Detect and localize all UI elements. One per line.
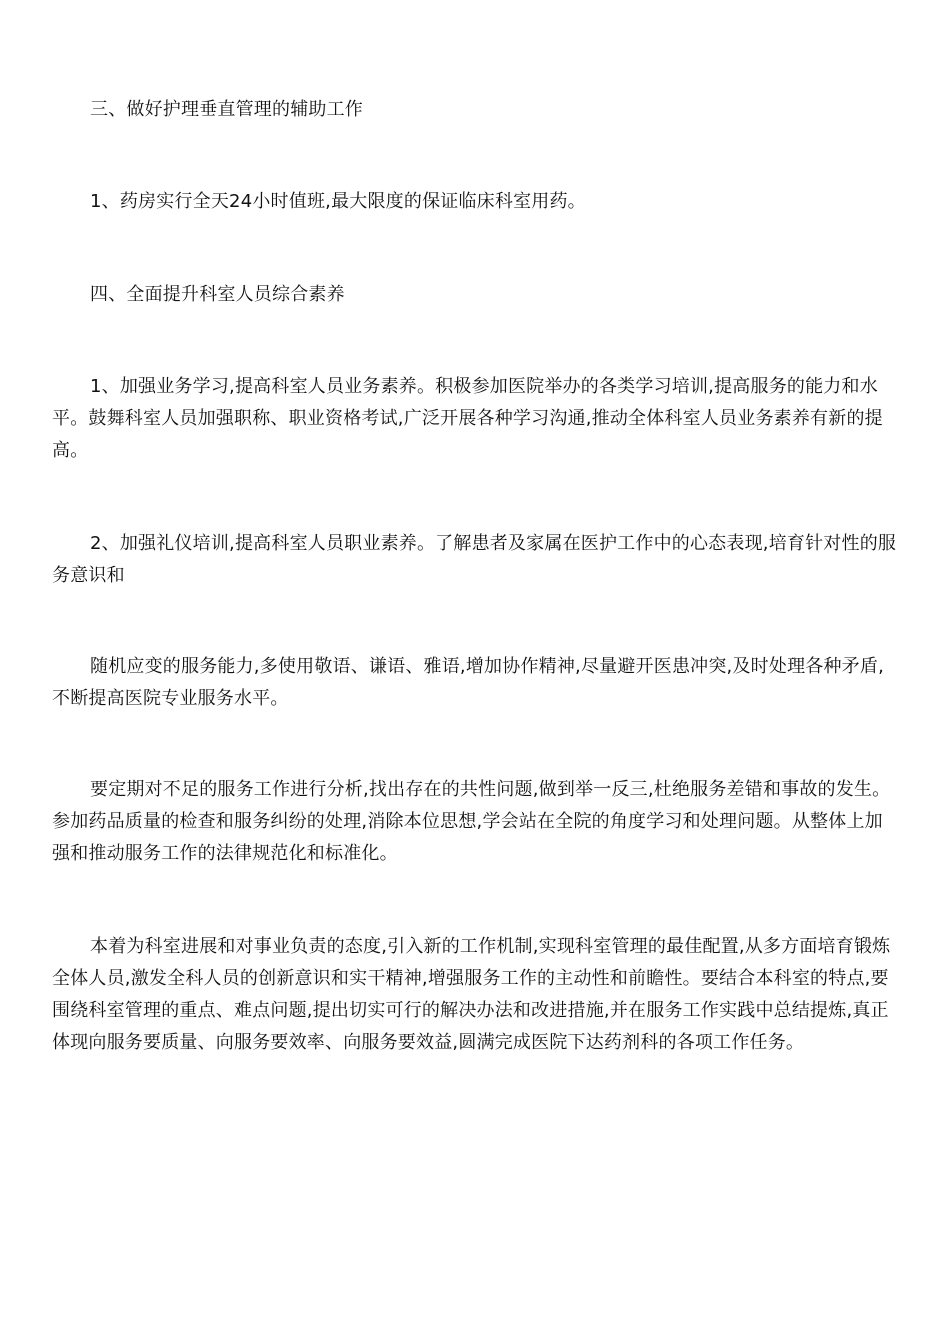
paragraph-pharmacy-duty: 1、药房实行全天24小时值班,最大限度的保证临床科室用药。 [90,191,586,212]
paragraph-department-attitude: 本着为科室进展和对事业负责的态度,引入新的工作机制,实现科室管理的最佳配置,从多方面培育锻炼全体人员,激发全科人员的创新意识和实干精神,增强服务工作的主动性和前瞻性。要结合本科室的特点,要围绕科室管理的重点、难点问题,提出切实可行的解决办法和改进措施,并在服务工作实践中总结提炼,真正体现向服务要质量、向服务要效率、向服务要效益,圆满完成医院下达药剂科的各项工作任务。 [52,936,891,1053]
section-heading-four: 四、全面提升科室人员综合素养 [90,284,345,305]
paragraph-adaptive-service: 随机应变的服务能力,多使用敬语、谦语、雅语,增加协作精神,尽量避开医患冲突,及时处理各种矛盾,不断提高医院专业服务水平。 [52,656,885,709]
paragraph-business-study: 1、加强业务学习,提高科室人员业务素养。积极参加医院举办的各类学习培训,提高服务的能力和水平。鼓舞科室人员加强职称、职业资格考试,广泛开展各种学习沟通,推动全体科室人员业务素养有新的提高。 [52,376,883,461]
paragraph-etiquette-training: 2、加强礼仪培训,提高科室人员职业素养。了解患者及家属在医护工作中的心态表现,培育针对性的服务意识和 [52,533,897,586]
section-heading-three: 三、做好护理垂直管理的辅助工作 [90,99,363,120]
paragraph-regular-analysis: 要定期对不足的服务工作进行分析,找出存在的共性问题,做到举一反三,杜绝服务差错和事故的发生。参加药品质量的检查和服务纠纷的处理,消除本位思想,学会站在全院的角度学习和处理问题。从整体上加强和推动服务工作的法律规范化和标准化。 [52,779,891,864]
